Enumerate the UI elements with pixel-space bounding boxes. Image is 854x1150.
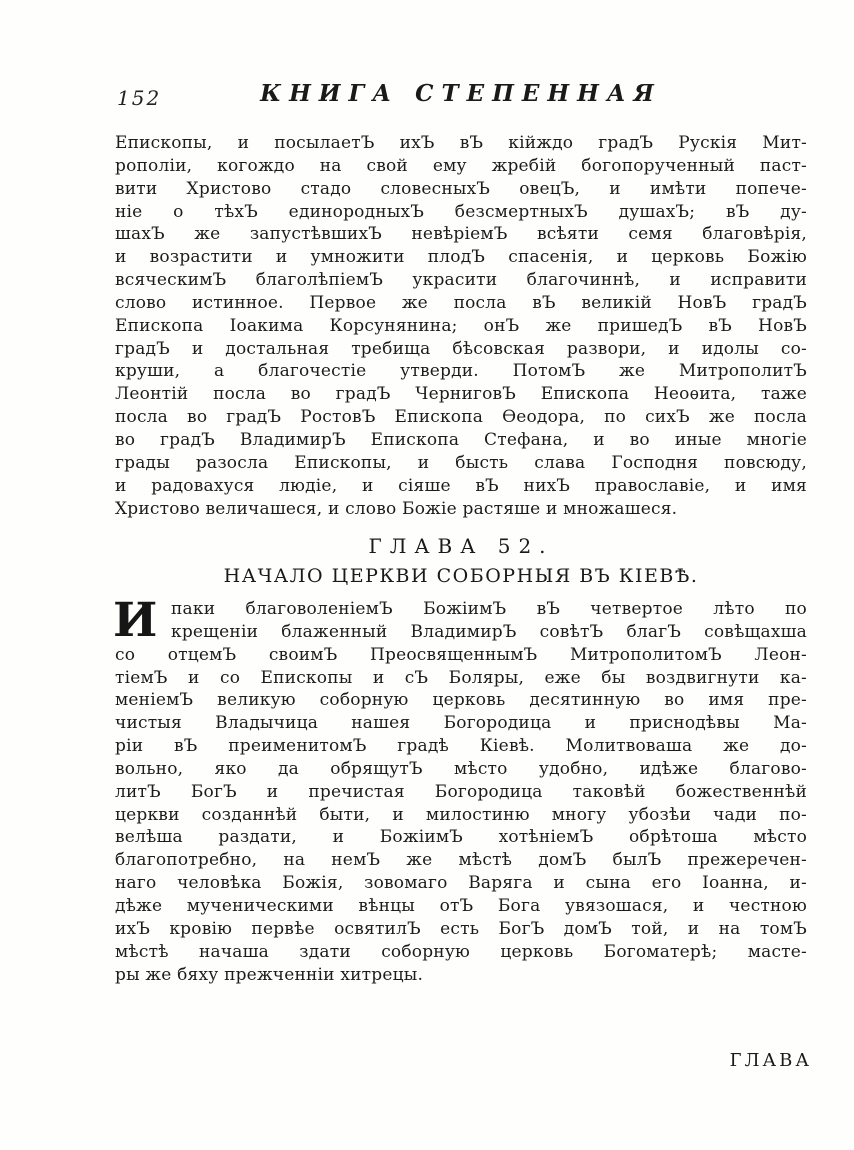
- text-line: литЪ БогЪ и пречистая Богородица таковѣй божественнѣй: [115, 781, 807, 802]
- drop-cap-initial: И: [113, 593, 158, 648]
- text-line: во градЪ ВладимирЪ Епископа Стефана, и во иные многіе: [115, 429, 807, 450]
- text-line: вити Христово стадо словесныхЪ овецЪ, и имѣти попече-: [115, 178, 807, 199]
- text-line: ріи вЪ преименитомЪ градѣ Кіевѣ. Молитвоваша же до-: [115, 736, 807, 757]
- text-line: паки благоволеніемЪ БожіимЪ вЪ четвертое лѣто по: [171, 599, 807, 619]
- text-line: круши, а благочестіе утверди. ПотомЪ же МитрополитЪ: [115, 361, 807, 382]
- chapter-heading: ГЛАВА 52.: [368, 534, 554, 558]
- text-line: и возрастити и умножити плодЪ спасенія, и церковь Божію: [115, 247, 807, 268]
- text-line: посла во градЪ РостовЪ Епископа Ѳеодора, по сихЪ же посла: [115, 407, 807, 428]
- text-line: благопотребно, на немЪ же мѣстѣ домЪ былЪ прежеречен-: [115, 850, 807, 871]
- text-line: Епископы, и посылаетЪ ихЪ вЪ кійждо градЪ Рускія Мит-: [115, 133, 807, 153]
- text-line: Христово величашеся, и слово Божіе растяше и множашеся.: [115, 498, 678, 519]
- text-line: и радовахуся людіе, и сіяше вЪ нихЪ православіе, и имя: [115, 475, 807, 496]
- text-line: вольно, яко да обрящутЪ мѣсто удобно, идѣже благово-: [115, 758, 807, 779]
- page-number: 152: [117, 86, 162, 110]
- text-line: всяческимЪ благолѣпіемЪ украсити благочиннѣ, и исправити: [115, 270, 807, 291]
- text-line: меніемЪ великую соборную церковь десятинную во имя пре-: [115, 690, 807, 711]
- text-line: ніе о тѣхЪ единородныхЪ безсмертныхЪ душахЪ; вЪ ду-: [115, 201, 807, 222]
- text-line: грады разосла Епископы, и бысть слава Господня повсюду,: [115, 452, 807, 473]
- catchword: ГЛАВА: [729, 1050, 812, 1071]
- paragraph-1: [115, 132, 807, 520]
- text-line: церкви созданнѣй быти, и милостиню многу убозѣи чади по-: [115, 804, 807, 825]
- text-line: мѣстѣ начаша здати соборную церковь Богоматерѣ; масте-: [115, 941, 807, 962]
- running-title: КНИГА СТЕПЕННАЯ: [260, 80, 662, 107]
- text-line: со отцемЪ своимЪ ПреосвященнымЪ МитрополитомЪ Леон-: [115, 644, 807, 665]
- text-line: слово истинное. Первое же посла вЪ великій НовЪ градЪ: [115, 292, 807, 313]
- text-line: чистыя Владычица нашея Богородица и приснодѣвы Ма-: [115, 713, 807, 734]
- text-line: велѣша раздати, и БожіимЪ хотѣніемЪ обрѣтоша мѣсто: [115, 827, 807, 848]
- text-line: шахЪ же запустѣвшихЪ невѣріемЪ всѣяти семя благовѣрія,: [115, 224, 807, 245]
- text-line: ихЪ кровію первѣе освятилЪ есть БогЪ домЪ той, и на томЪ: [115, 918, 807, 939]
- text-line: наго человѣка Божія, зовомаго Варяга и сына его Іоанна, и-: [115, 873, 807, 894]
- paragraph-2: [113, 593, 807, 986]
- text-line: дѣже мученическими вѣнцы отЪ Бога увязошася, и честною: [115, 895, 807, 916]
- chapter-subheading: НАЧАЛО ЦЕРКВИ СОБОРНЫЯ ВЪ КІЕВѢ.: [223, 565, 699, 587]
- text-line: ры же бяху прежченніи хитрецы.: [115, 964, 424, 985]
- text-line: крещеніи блаженный ВладимирЪ совѣтЪ благЪ совѣщахша: [171, 621, 807, 642]
- text-line: Епископа Іоакима Корсунянина; онЪ же пришедЪ вЪ НовЪ: [115, 315, 807, 336]
- text-line: тіемЪ и со Епископы и сЪ Боляры, еже бы воздвигнути ка-: [115, 667, 807, 688]
- text-line: рополіи, когождо на свой ему жребій богопорученный паст-: [115, 155, 807, 176]
- text-line: Леонтій посла во градЪ ЧерниговЪ Епископа Неоѳита, таже: [115, 384, 807, 405]
- text-line: градЪ и достальная требища бѣсовская развори, и идолы со-: [115, 338, 807, 359]
